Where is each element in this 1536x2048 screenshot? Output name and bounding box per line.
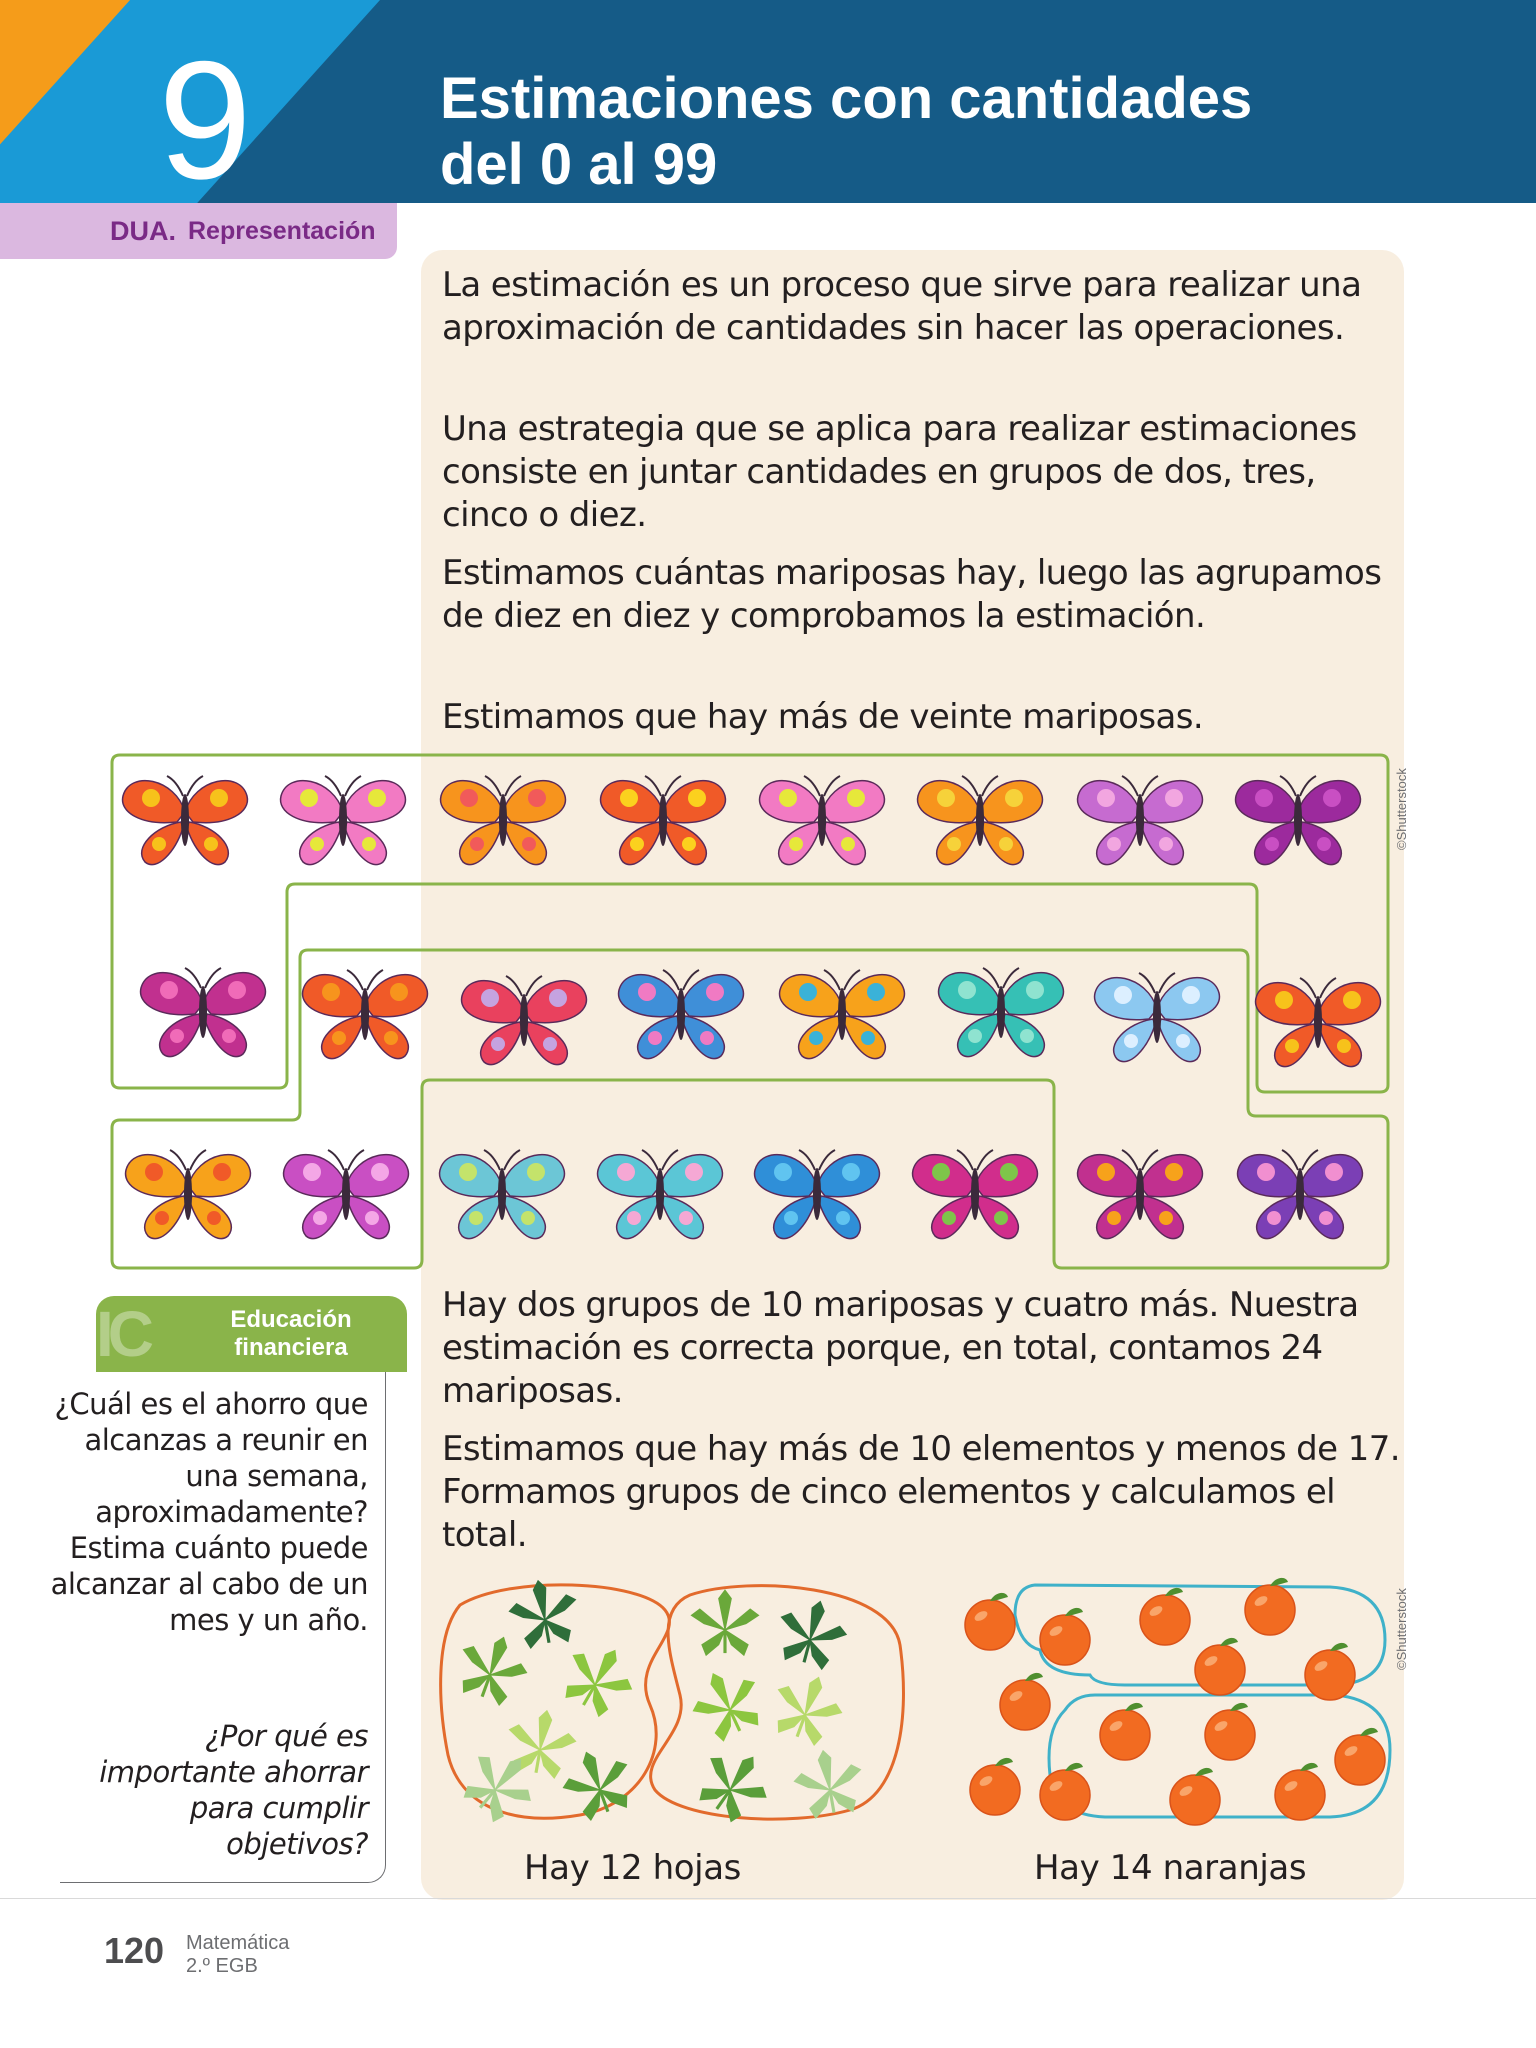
- financial-education-tab: [96, 1296, 407, 1372]
- orange-fruit-icon: [970, 1758, 1020, 1815]
- lesson-header: [0, 0, 1536, 203]
- page-number: 120: [104, 1930, 165, 1971]
- oranges-layer: [965, 1578, 1385, 1825]
- leaves-count-label: Hay 12 hojas: [524, 1848, 741, 1888]
- orange-fruit-icon: [1000, 1673, 1050, 1730]
- dua-tab: [0, 203, 397, 259]
- leaf-icon: [683, 1660, 771, 1747]
- page-title: [440, 66, 1500, 198]
- leaf-icon: [450, 1626, 535, 1710]
- leaf-icon: [771, 1593, 853, 1673]
- orange-fruit-icon: [1140, 1588, 1190, 1645]
- orange-fruit-icon: [1100, 1703, 1150, 1760]
- page-title-line1: Estimaciones con cantidades: [440, 66, 1253, 131]
- butterfly-icon: [126, 1150, 251, 1239]
- orange-fruit-icon: [1170, 1768, 1220, 1825]
- dua-label: DUA.: [110, 216, 176, 246]
- book-subject: Matemática: [186, 1932, 290, 1954]
- financial-question-why-save: ¿Por qué es importante ahorrar para cumplir objetivos?: [99, 1719, 368, 1861]
- paragraph-strategy: Una estrategia que se aplica para realizar estimaciones consiste en juntar cantidades en grupos de dos, tres, cinco o diez.: [442, 409, 1357, 535]
- butterfly-icon: [281, 776, 406, 865]
- orange-fruit-icon: [965, 1593, 1015, 1650]
- book-grade: 2.º EGB: [186, 1955, 258, 1977]
- orange-fruit-icon: [1040, 1763, 1090, 1820]
- paragraph-butterfly-instructions: Estimamos cuántas mariposas hay, luego las agrupamos de diez en diez y comprobamos la estimación.: [442, 553, 1382, 636]
- butterfly-icon: [141, 968, 266, 1057]
- lesson-number: 9: [158, 26, 252, 203]
- orange-fruit-icon: [1195, 1638, 1245, 1695]
- image-credit-butterflies: ©Shutterstock: [1394, 768, 1409, 850]
- leaf-icon: [688, 1738, 780, 1830]
- leaf-icon: [765, 1666, 850, 1750]
- paragraph-five-groups: Estimamos que hay más de 10 elementos y menos de 17. Formamos grupos de cinco elementos y calculamos el total.: [442, 1429, 1400, 1555]
- page-title-line2: del 0 al 99: [440, 132, 718, 197]
- image-credit-oranges: ©Shutterstock: [1394, 1588, 1409, 1670]
- butterfly-icon: [123, 776, 248, 865]
- leaf-group-outline-1: [441, 1585, 670, 1818]
- orange-fruit-icon: [1205, 1703, 1255, 1760]
- financial-education-label: [196, 1306, 386, 1362]
- financial-education-line1: Educación: [230, 1306, 352, 1333]
- ic-logo-icon: IC: [96, 1298, 148, 1370]
- dua-text: Representación: [188, 217, 376, 245]
- oranges-figure: [945, 1565, 1395, 1835]
- financial-question-savings: ¿Cuál es el ahorro que alcanzas a reunir en una semana, aproximadamente? Estima cuánto puede alcanzar al cabo de un mes y un año.: [50, 1387, 368, 1637]
- financial-education-line2: financiera: [234, 1334, 348, 1361]
- oranges-count-label: Hay 14 naranjas: [1034, 1848, 1307, 1888]
- orange-fruit-icon: [1040, 1608, 1090, 1665]
- leaf-icon: [555, 1741, 640, 1825]
- orange-fruit-icon: [1305, 1643, 1355, 1700]
- paragraph-butterfly-estimate: Estimamos que hay más de veinte mariposas.: [442, 697, 1204, 737]
- leaf-icon: [553, 1634, 644, 1724]
- leaves-figure: [430, 1565, 920, 1835]
- butterfly-icon: [303, 970, 428, 1059]
- butterfly-icon: [284, 1150, 409, 1239]
- footer-divider: [0, 1898, 1536, 1899]
- paragraph-definition: La estimación es un proceso que sirve para realizar una aproximación de cantidades sin hacer las operaciones.: [442, 265, 1362, 348]
- orange-fruit-icon: [1275, 1763, 1325, 1820]
- leaf-group-outline-2: [651, 1586, 904, 1819]
- paragraph-butterfly-result: Hay dos grupos de 10 mariposas y cuatro más. Nuestra estimación es correcta porque, en total, contamos 24 mariposas.: [442, 1285, 1359, 1411]
- leaf-icon: [691, 1590, 758, 1655]
- orange-fruit-icon: [1335, 1728, 1385, 1785]
